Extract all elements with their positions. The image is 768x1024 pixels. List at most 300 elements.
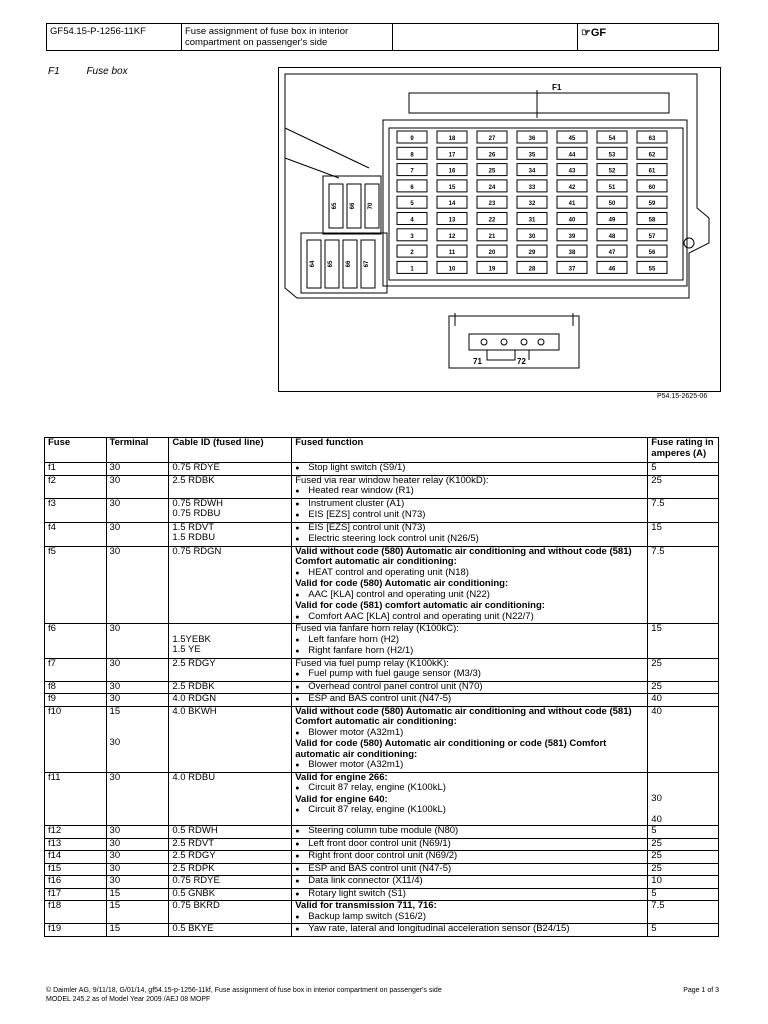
cell-fuse-rating-line: 7.5 [651,497,665,509]
cell-fuse-rating-line: 7.5 [651,545,665,557]
bullet-icon: ● [295,613,300,621]
cell-terminal [106,694,169,707]
cell-fuse-rating [648,475,719,498]
cell-fused-function [292,706,648,772]
fuse-slot-number: 43 [568,168,576,175]
fuse-slot-number: 48 [608,233,616,240]
fuse-slot-number: 31 [528,217,536,224]
callout-72: 72 [517,357,526,366]
cell-cable-id [169,901,292,924]
cell-cable-id [169,924,292,937]
function-text: Fused via fanfare horn relay (K100kC): [295,623,459,634]
table-row [45,498,719,522]
function-text: Fuel pump with fuel gauge sensor (M3/3) [308,668,481,679]
cell-fuse: f13 [45,838,107,851]
cell-cable-id-line: 0.5 GNBK [172,887,216,899]
cell-cable-id [169,658,292,681]
relay-number: 66 [350,202,356,210]
function-text: Right front door control unit (N69/2) [308,850,458,861]
cell-terminal-line: 30 [109,862,121,874]
cell-terminal [106,463,169,476]
cell-cable-id-line: 0.5 BKYE [172,923,214,934]
bullet-icon: ● [295,683,300,691]
bullet-icon: ● [295,536,300,543]
table-row [45,924,719,937]
cell-terminal-line: 30 [109,545,121,557]
fuse-slot-number: 11 [448,250,456,257]
page-number: Page 1 of 3 [683,987,719,994]
cell-cable-id [169,546,292,624]
doc-id: GF54.15-P-1256-11KF [47,24,182,51]
fuse-slot-number: 51 [608,184,616,191]
fuse-slot-number: 33 [528,184,536,191]
cell-fuse-rating [648,624,719,659]
fuse-slot-number: 20 [488,250,496,257]
table-row [45,888,719,901]
fuse-slot-number: 32 [528,201,536,208]
cell-fuse-rating-line [651,783,715,794]
cell-terminal [106,901,169,924]
cell-fuse-rating [648,851,719,864]
cell-terminal-line: 30 [109,771,121,783]
fuse-slot-number: 3 [410,233,414,240]
cell-cable-id [169,522,292,546]
header-blank-cell [393,24,578,51]
bullet-icon: ● [295,500,300,508]
cell-terminal [106,624,169,659]
cell-fused-function [292,681,648,694]
function-text: Valid without code (580) Automatic air conditioning and without code (581) Comfort automatic air conditioning: [295,545,632,567]
bullet-icon: ● [295,648,300,655]
cell-terminal [106,851,169,864]
cell-cable-id-line: 0.75 BKRD [172,900,220,911]
cell-fused-function [292,694,648,707]
function-text: EIS [EZS] control unit (N73) [308,521,426,533]
cell-terminal-line: 15 [109,887,121,899]
cell-cable-id [169,706,292,772]
cell-cable-id-line: 2.5 RDPK [172,862,215,874]
header-fuse: Fuse [45,438,107,463]
fuse-slot-number: 41 [568,201,576,208]
cell-fuse-rating-line [651,773,715,784]
table-row [45,475,719,498]
table-row [45,546,719,624]
table-row [45,826,719,839]
fuse-slot-number: 35 [528,152,536,159]
cell-cable-id [169,838,292,851]
table-row [45,522,719,546]
table-row [45,772,719,826]
cell-cable-id [169,475,292,498]
function-text: Stop light switch (S9/1) [308,462,406,473]
footer-copyright: © Daimler AG, 9/11/18, G/01/14, gf54.15-p-1256-11kf, Fuse assignment of fuse box in interior compartment on passenger's side [46,987,442,994]
cell-cable-id-line: 2.5 RDBK [172,474,215,486]
cell-cable-id [169,876,292,889]
fuse-slot-number: 26 [488,152,496,159]
function-item [295,876,644,888]
cell-terminal-line: 30 [109,875,121,886]
cell-terminal-line: 30 [109,474,121,486]
callout-f1: F1 [552,83,562,92]
bullet-icon: ● [295,636,300,644]
cell-fuse-rating-line: 15 [651,623,662,634]
cell-terminal-line: 30 [109,497,121,509]
table-row [45,658,719,681]
doc-title-line1: Fuse assignment of fuse box in interior [185,26,349,37]
cell-terminal [106,838,169,851]
figure-label-code: F1 [48,66,60,77]
bullet-icon: ● [295,488,300,495]
cell-cable-id [169,826,292,839]
cell-fuse-rating-line: 25 [651,474,662,486]
function-text: Heated rear window (R1) [308,485,414,496]
fuse-slot-number: 17 [448,152,456,159]
fuse-slot-number: 45 [568,136,576,142]
cell-cable-id-line: 1.5YEBK [172,633,211,645]
cell-terminal [106,924,169,937]
header-fused-function: Fused function [292,438,648,463]
cell-cable-id-line: 2.5 RDGY [172,850,216,861]
cell-fuse-rating-line: 5 [651,462,657,473]
cell-cable-id [169,694,292,707]
cell-fuse-rating-line: 40 [651,705,662,717]
fuse-slot-number: 54 [608,136,616,142]
function-text: HEAT control and operating unit (N18) [308,566,469,578]
function-item [295,889,644,901]
doc-title-line2: compartment on passenger's side [185,37,328,48]
function-text: EIS [EZS] control unit (N73) [308,509,426,520]
cell-fused-function [292,838,648,851]
bullet-icon: ● [295,696,300,703]
function-item [295,805,644,817]
cell-fuse-rating-line: 25 [651,680,662,692]
function-text: Fused via fuel pump relay (K100kK): [295,657,449,669]
cell-cable-id-line: 2.5 RDVT [172,837,215,849]
fuse-slot-number: 27 [488,136,496,142]
cell-fuse-rating [648,522,719,546]
bullet-icon: ● [295,524,300,532]
cell-terminal [106,863,169,876]
figure-label-name: Fuse box [86,66,128,77]
cell-fuse-rating-line: 40 [651,813,662,825]
fuse-slot-number: 60 [648,184,656,191]
fuse-slot-number: 53 [608,152,616,159]
function-text: Comfort AAC [KLA] control and operating unit (N22/7) [308,610,534,622]
function-item [295,851,644,863]
cell-cable-id-line: 4.0 BKWH [172,705,217,717]
cell-cable-id-line: 1.5 YE [172,644,201,655]
cell-fuse-rating [648,498,719,522]
cell-fused-function [292,475,648,498]
fuse-slot-number: 18 [448,136,456,142]
function-text: Right fanfare horn (H2/1) [308,645,414,656]
bullet-icon: ● [295,913,300,921]
table-row [45,901,719,924]
cell-fuse-rating [648,863,719,876]
function-text: AAC [KLA] control and operating unit (N22) [308,588,490,600]
bullet-icon: ● [295,762,300,769]
figure-caption: P54.15-2625-06 [657,393,708,400]
fuse-slot-number: 14 [448,201,456,208]
cell-fuse: f2 [45,475,107,498]
bullet-icon: ● [295,865,300,873]
cell-cable-id-line: 4.0 RDBU [172,771,216,783]
table-row [45,681,719,694]
function-text: Valid for engine 266: [295,771,388,783]
bullet-icon: ● [295,926,300,933]
cell-cable-id-line: 0.5 RDWH [172,825,218,836]
cell-fuse-rating [648,658,719,681]
function-item [295,826,644,838]
fuse-box-diagram [278,67,721,392]
fuse-slot-number: 37 [568,266,576,273]
cell-cable-id [169,851,292,864]
function-item [295,534,644,546]
cell-fuse-rating [648,826,719,839]
cell-terminal-line: 30 [109,737,121,748]
fuse-assignment-table [44,437,719,937]
cell-terminal [106,772,169,826]
table-row [45,694,719,707]
cell-terminal [106,522,169,546]
fuse-slot-number: 58 [648,217,656,224]
fuse-slot-number: 40 [568,217,576,224]
function-text: Valid for code (580) Automatic air conditioning or code (581) Comfort automatic air conditioning: [295,738,607,760]
function-item [295,669,644,681]
bullet-icon: ● [295,807,300,814]
cell-fused-function [292,546,648,624]
function-text: Yaw rate, lateral and longitudinal acceleration sensor (B24/15) [308,923,570,934]
cell-terminal [106,681,169,694]
fuse-slot-number: 7 [410,168,414,175]
cell-fuse: f11 [45,772,107,826]
table-row [45,876,719,889]
cell-fuse: f14 [45,851,107,864]
bullet-icon: ● [295,465,300,472]
cell-terminal-line: 30 [109,837,121,849]
cell-fuse-rating-line: 10 [651,875,662,886]
cell-fuse: f5 [45,546,107,624]
cell-fuse-rating [648,772,719,826]
fuse-slot-number: 62 [648,152,656,159]
function-text: Circuit 87 relay, engine (K100kL) [308,804,446,815]
cell-fuse: f10 [45,706,107,772]
fuse-slot-number: 15 [448,184,456,191]
bullet-icon: ● [295,671,300,678]
fuse-slot-number: 16 [448,168,456,175]
bullet-icon: ● [295,729,300,737]
cell-terminal-line: 30 [109,623,121,634]
fuse-box-drawing [279,68,720,391]
fuse-slot-number: 56 [648,250,656,257]
cell-cable-id-line: 0.75 RDYE [172,875,220,886]
fuse-slot-number: 9 [410,136,414,142]
function-item [295,760,644,772]
function-item [295,486,644,498]
bullet-icon: ● [295,569,300,577]
fuse-slot-number: 50 [608,201,616,208]
cell-terminal [106,826,169,839]
cell-fuse: f4 [45,522,107,546]
cell-fuse-rating-line: 7.5 [651,900,665,911]
function-text: Valid for engine 640: [295,793,388,805]
fuse-slot-number: 4 [410,217,414,224]
fuse-slot-number: 49 [608,217,616,224]
cell-terminal-line: 15 [109,923,121,934]
fuse-slot-number: 46 [608,266,616,273]
table-row [45,838,719,851]
cell-fuse-rating [648,694,719,707]
function-item [295,463,644,475]
cell-cable-id [169,681,292,694]
cell-fused-function [292,463,648,476]
bullet-icon: ● [295,853,300,860]
cell-fused-function [292,772,648,826]
cell-fuse: f17 [45,888,107,901]
cell-fuse: f6 [45,624,107,659]
cell-terminal-line: 30 [109,825,121,836]
cell-terminal [106,658,169,681]
cell-fuse: f3 [45,498,107,522]
cell-cable-id [169,863,292,876]
fuse-slot-number: 39 [568,233,576,240]
table-row [45,624,719,659]
logo-cell [578,24,719,51]
fuse-slot-number: 25 [488,168,496,175]
function-heading [295,707,644,728]
function-text: Rotary light switch (S1) [308,887,406,899]
cell-fused-function [292,826,648,839]
cell-cable-id-line: 2.5 RDBK [172,680,215,692]
cell-fuse-rating-line: 40 [651,693,662,704]
cell-terminal-line: 30 [109,693,121,704]
bullet-icon: ● [295,878,300,885]
cell-terminal-line [110,717,166,728]
callout-71: 71 [473,357,482,366]
function-item [295,864,644,876]
cell-terminal [106,876,169,889]
cell-terminal [106,546,169,624]
function-text: ESP and BAS control unit (N47-5) [308,862,452,874]
cell-fused-function [292,658,648,681]
bullet-icon: ● [295,828,300,835]
function-text: Blower motor (A32m1) [308,726,404,738]
cell-fused-function [292,863,648,876]
cell-cable-id [169,498,292,522]
table-header-row [45,438,719,463]
fuse-slot-number: 36 [528,136,536,142]
bullet-icon: ● [295,512,300,519]
cell-fuse-rating [648,706,719,772]
figure-label [48,66,152,77]
cell-fuse-rating-line: 25 [651,862,662,874]
fuse-slot-number: 52 [608,168,616,175]
fuse-slot-number: 28 [528,266,536,273]
function-text: Steering column tube module (N80) [308,825,459,836]
fuse-slot-number: 47 [608,250,616,257]
cell-terminal-line: 30 [109,850,121,861]
function-item [295,682,644,694]
cell-terminal-line: 30 [109,680,121,692]
relay-number: 67 [364,260,370,268]
fuse-slot-number: 29 [528,250,536,257]
fuse-slot-number: 59 [648,201,656,208]
cell-fuse-rating-line: 15 [651,521,662,533]
cell-terminal [106,498,169,522]
function-text: ESP and BAS control unit (N47-5) [308,693,452,704]
gf-logo: ☞GF [581,27,607,39]
cell-fuse-rating [648,924,719,937]
fuse-slot-number: 24 [488,184,496,191]
cell-cable-id-line: 0.75 RDGN [172,545,222,557]
cell-fused-function [292,522,648,546]
function-item [295,510,644,522]
cell-fuse-rating [648,888,719,901]
function-item [295,646,644,658]
bullet-icon: ● [295,591,300,599]
function-text: Instrument cluster (A1) [308,497,405,509]
cell-cable-id-line: 1.5 RDVT [172,521,215,533]
footer-model: MODEL 245.2 as of Model Year 2009 /AEJ 08 MOPF [46,996,211,1003]
function-text: Fused via rear window heater relay (K100kD): [295,474,489,486]
fuse-slot-number: 8 [410,152,414,159]
function-text: Left fanfare horn (H2) [308,633,400,645]
function-text: Valid for transmission 711, 716: [295,900,437,911]
fuse-slot-number: 42 [568,184,576,191]
cell-fused-function [292,924,648,937]
cell-terminal [106,475,169,498]
cell-fuse-rating-line: 25 [651,657,662,669]
cell-terminal [106,888,169,901]
cell-fuse: f7 [45,658,107,681]
function-text: Valid for code (580) Automatic air conditioning: [295,578,509,589]
function-item [295,924,644,936]
cell-fuse-rating-line: 5 [651,887,657,899]
cell-fuse-rating [648,463,719,476]
cell-fuse-rating [648,901,719,924]
cell-fuse: f9 [45,694,107,707]
header-fuse-rating: Fuse rating in amperes (A) [648,438,719,463]
fuse-slot-number: 63 [648,136,656,142]
fuse-slot-number: 21 [488,233,496,240]
cell-fuse-rating [648,681,719,694]
function-text: Data link connector (X11/4) [308,875,423,886]
function-item [295,912,644,924]
bullet-icon: ● [295,840,300,848]
cell-cable-id [169,772,292,826]
document-header [46,23,719,51]
cell-fuse: f1 [45,463,107,476]
function-text: Overhead control panel control unit (N70) [308,680,483,692]
bullet-icon: ● [295,890,300,898]
function-text: Electric steering lock control unit (N26/5) [308,533,479,544]
cell-fused-function [292,901,648,924]
cell-cable-id [169,463,292,476]
header-terminal: Terminal [106,438,169,463]
cell-fused-function [292,888,648,901]
function-text: Backup lamp switch (S16/2) [308,910,426,922]
fuse-slot-number: 44 [568,152,576,159]
relay-number: 65 [328,260,334,268]
cell-terminal [106,706,169,772]
cell-cable-id [169,624,292,659]
fuse-slot-number: 22 [488,217,496,224]
function-text: Blower motor (A32m1) [308,759,404,770]
table-row [45,863,719,876]
fuse-slot-number: 34 [528,168,536,175]
cell-fuse-rating-line: 25 [651,837,662,849]
cell-fuse-rating-line: 5 [651,923,657,934]
